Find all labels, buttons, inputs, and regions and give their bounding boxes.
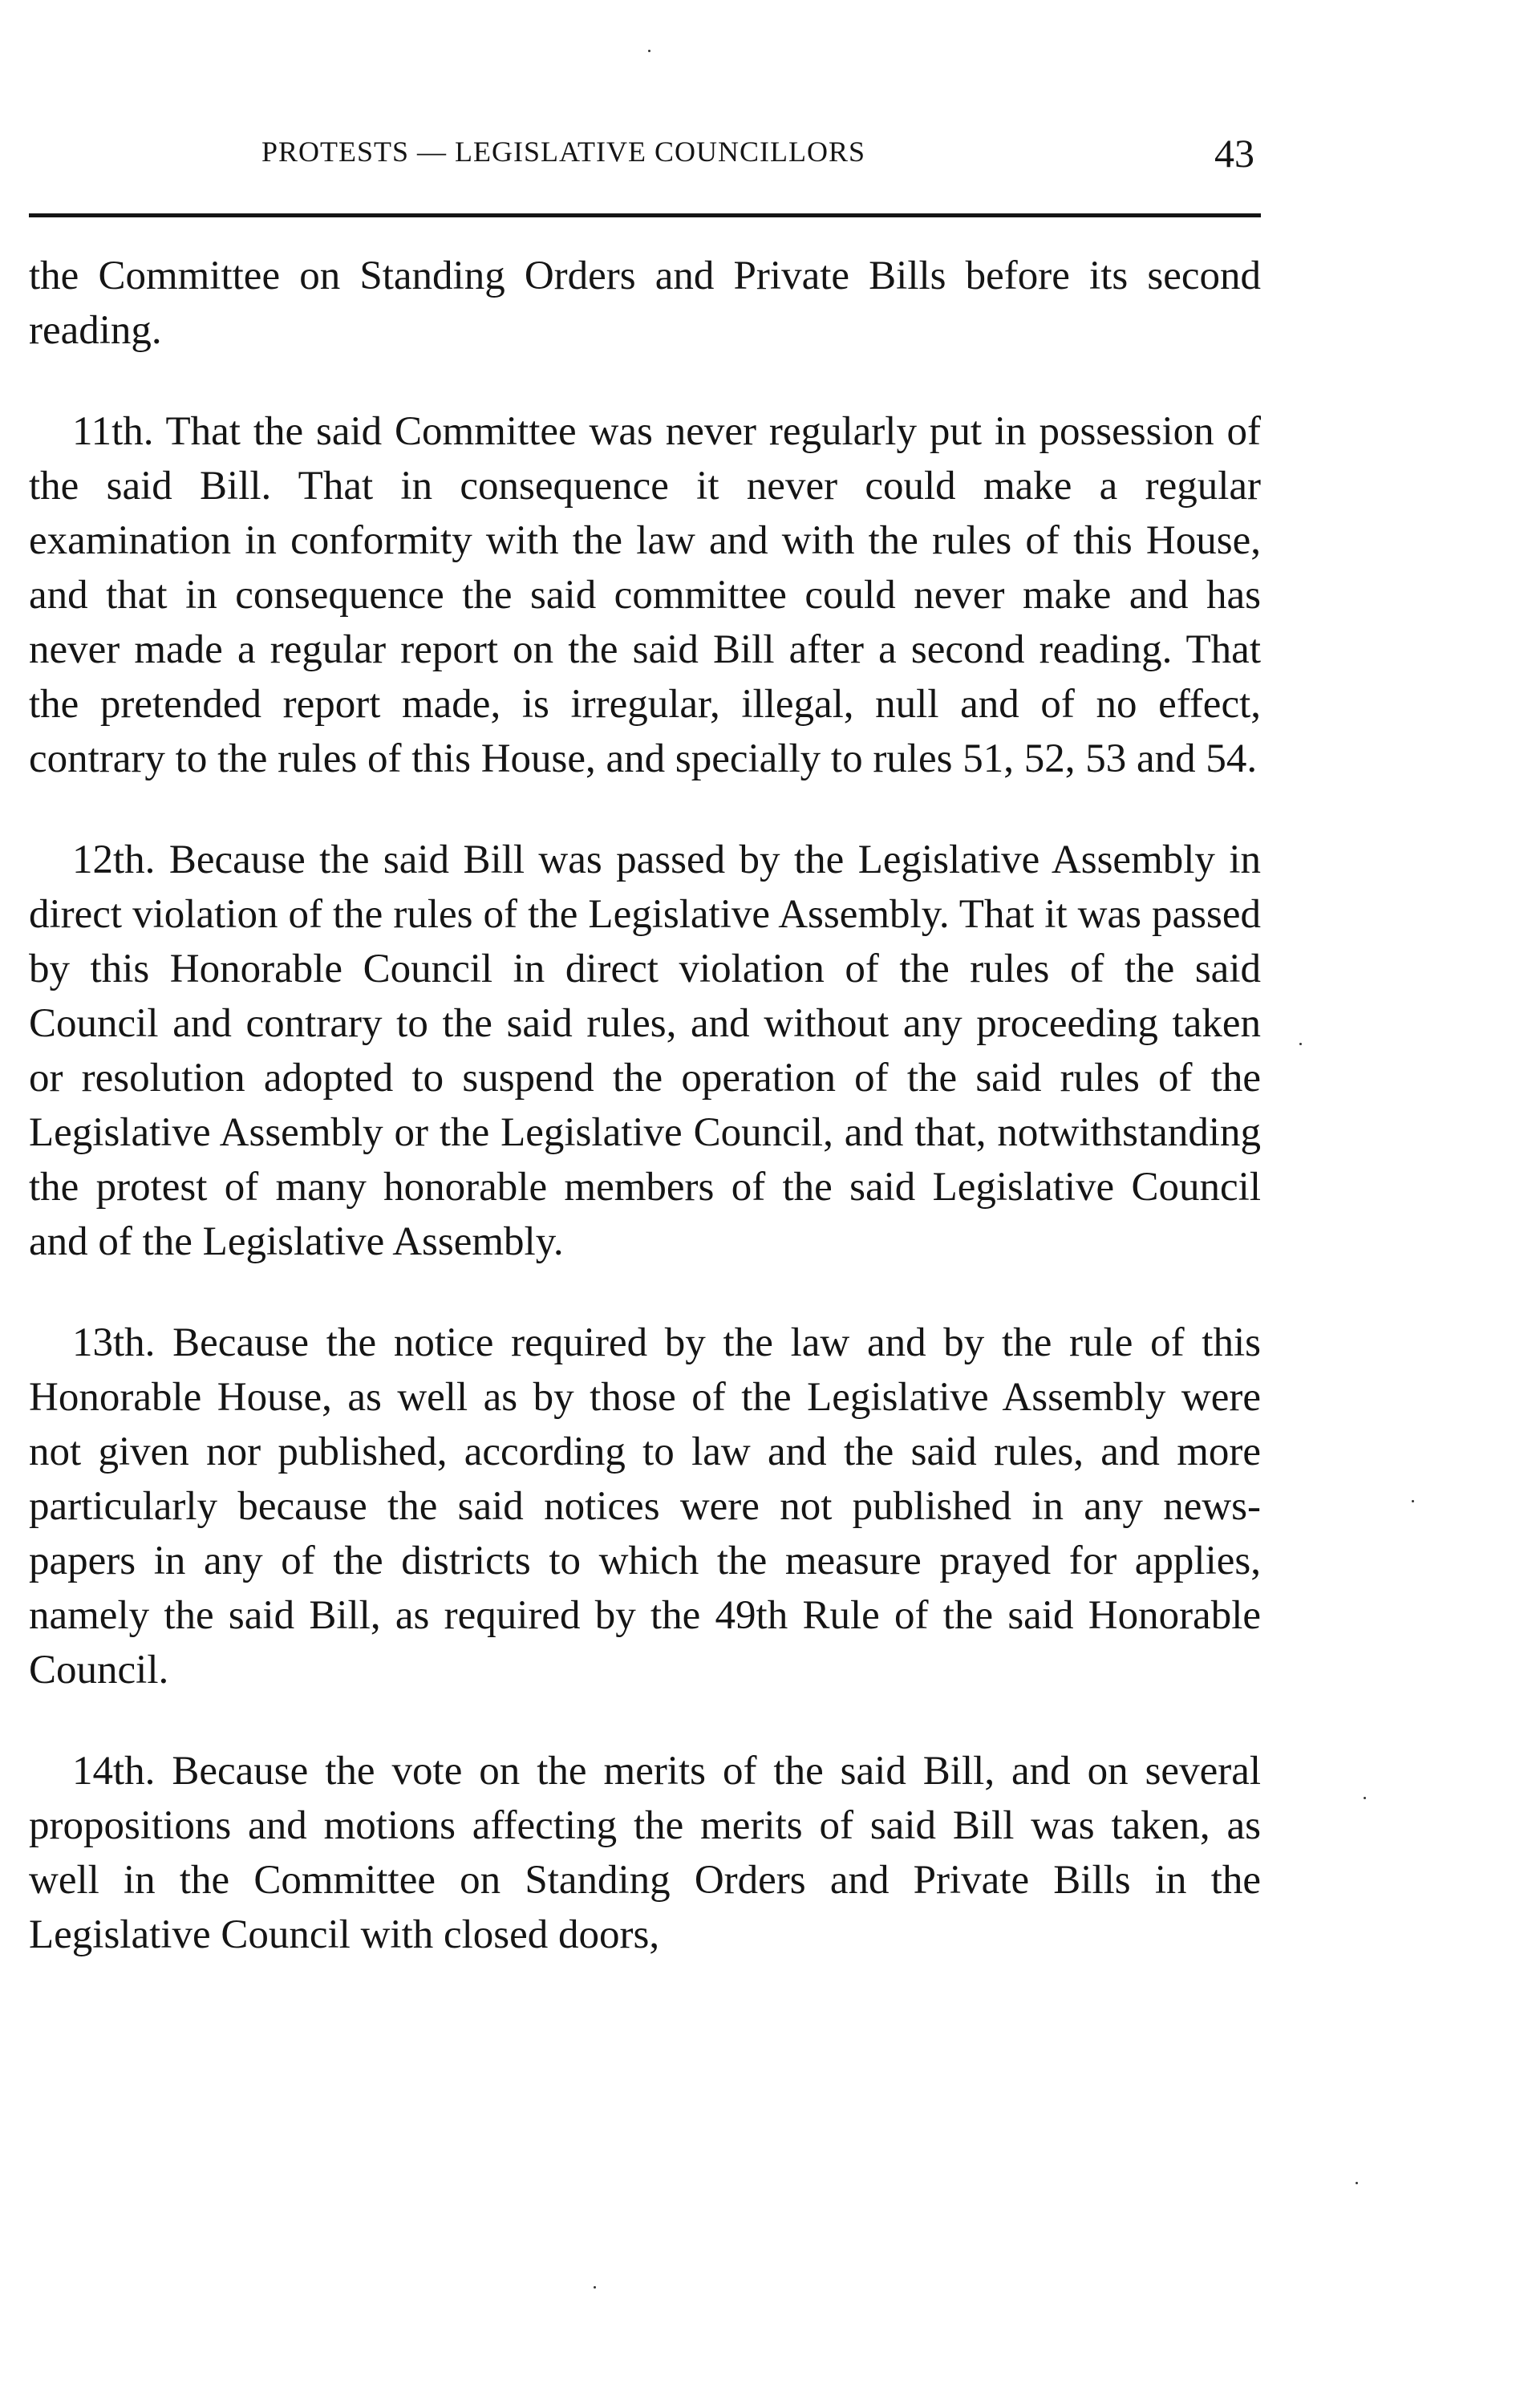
paragraph-continuation: the Committee on Standing Orders and Private Bills before its second reading. (29, 253, 1261, 353)
body-text (29, 249, 1261, 1962)
scan-speck (1364, 1797, 1366, 1799)
page-number: 43 (1214, 131, 1254, 176)
running-head (29, 127, 1261, 183)
scan-speck (1356, 2182, 1358, 2184)
running-title: PROTESTS — LEGISLATIVE COUNCILLORS (261, 136, 866, 168)
scan-speck (1299, 1043, 1302, 1045)
paragraph-14th: 14th. Because the vote on the merits of the said Bill, and on several propositions and motions affecting the merits of said Bill was taken, as well in the Committee on Standing Orders and Private Bills in the Legislative Council with closed doors, (29, 1749, 1261, 1957)
scan-speck (594, 2286, 596, 2289)
paragraph-13th: 13th. Because the notice required by the law and by the rule of this Honorable House, as well as by those of the Legislative Assembly were not given nor published, according to law and the said rules, and more particularly because the said notices were not published in any news-papers in any of the districts to which the measure prayed for applies, namely the said Bill, as required by the 49th Rule of the said Honorable Council. (29, 1320, 1261, 1693)
paragraph-11th: 11th. That the said Committee was never regularly put in possession of the said Bill. That in consequence it never could make a regular examination in conformity with the law and with the rules of this House, and that in consequence the said committee could never make and has never made a regular report on the said Bill after a second reading. That the pretended report made, is irregular, illegal, null and of no effect, contrary to the rules of this House, and specially to rules 51, 52, 53 and 54. (29, 409, 1261, 781)
paragraph-12th: 12th. Because the said Bill was passed by the Legislative Assembly in direct violation of the rules of the Legislative Assembly. That it was passed by this Honorable Council in direct violation of the rules of the said Council and contrary to the said rules, and without any proceeding taken or resolution adopted to suspend the operation of the said rules of the Legislative Assembly or the Legislative Council, and that, notwithstanding the protest of many honorable members of the said Legislative Council and of the Legislative Assembly. (29, 837, 1261, 1264)
scan-speck (1412, 1500, 1414, 1502)
header-rule (29, 213, 1261, 217)
scan-speck (648, 50, 650, 52)
